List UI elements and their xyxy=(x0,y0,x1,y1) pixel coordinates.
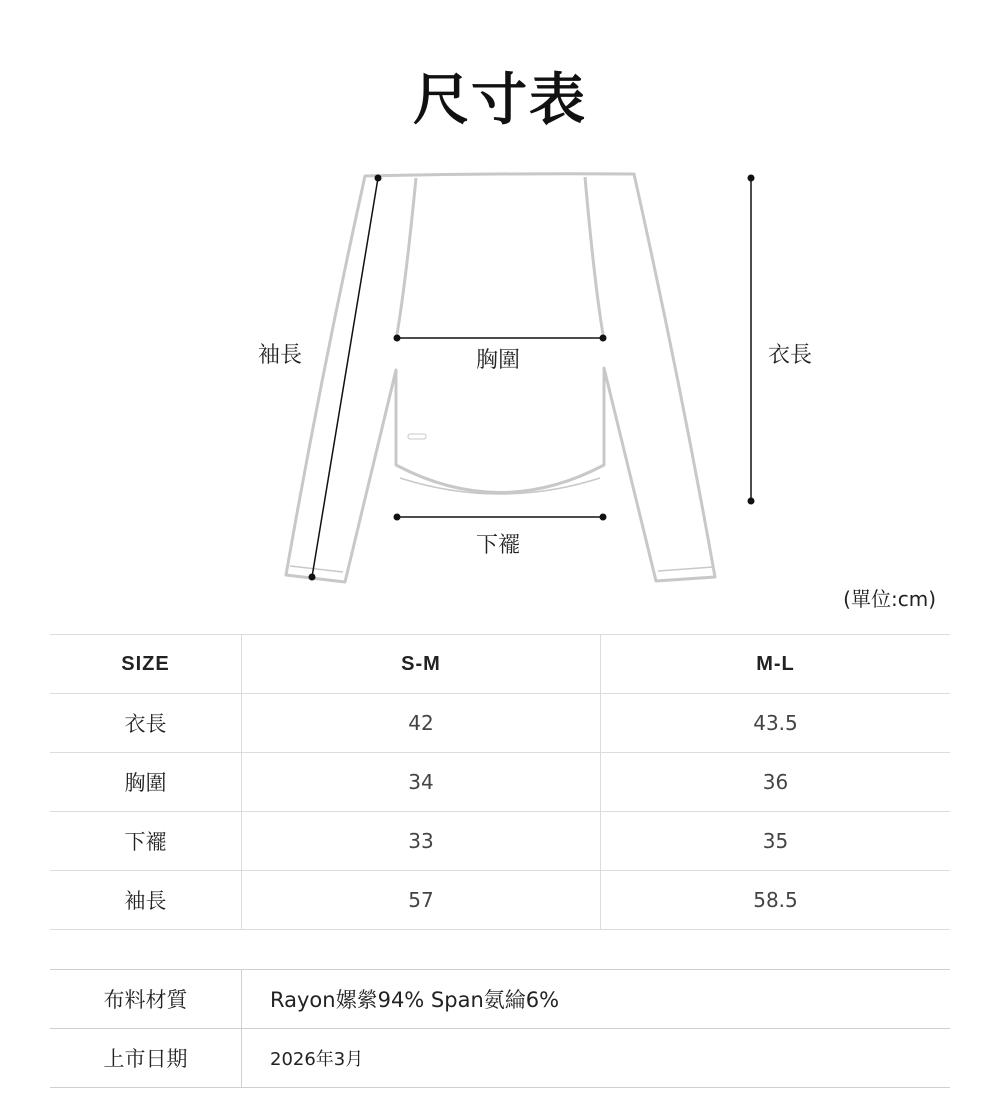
measure-hem xyxy=(394,514,607,521)
table-row xyxy=(50,812,950,871)
length-label: 衣長 xyxy=(768,343,813,368)
info-row-release-date xyxy=(50,1029,950,1088)
sleeve-label: 袖長 xyxy=(258,343,303,368)
info-row-material xyxy=(50,970,950,1029)
table-header-row xyxy=(50,635,950,694)
row-label: 下襬 xyxy=(50,812,242,871)
page-title: 尺寸表 xyxy=(413,68,587,133)
measure-chest xyxy=(394,335,607,342)
cell-value: 42 xyxy=(242,694,601,753)
hem-label: 下襬 xyxy=(476,533,521,558)
release-date-value: 2026年3月 xyxy=(242,1029,951,1088)
chest-label: 胸圍 xyxy=(476,348,521,373)
size-table xyxy=(50,634,950,930)
table-row xyxy=(50,753,950,812)
measure-sleeve xyxy=(309,175,382,581)
measure-length xyxy=(748,175,755,505)
header-ml: M-L xyxy=(601,635,951,694)
material-value: Rayon嫘縈94% Span氨綸6% xyxy=(242,970,951,1029)
cell-value: 35 xyxy=(601,812,951,871)
garment-outline xyxy=(286,174,715,582)
cell-value: 33 xyxy=(242,812,601,871)
row-label: 衣長 xyxy=(50,694,242,753)
cell-value: 58.5 xyxy=(601,871,951,930)
header-size: SIZE xyxy=(50,635,242,694)
cell-value: 43.5 xyxy=(601,694,951,753)
table-row xyxy=(50,694,950,753)
info-table xyxy=(50,969,950,1088)
unit-note: (單位:cm) xyxy=(843,587,936,611)
release-date-label: 上市日期 xyxy=(50,1029,242,1088)
cell-value: 57 xyxy=(242,871,601,930)
cell-value: 36 xyxy=(601,753,951,812)
header-sm: S-M xyxy=(242,635,601,694)
row-label: 袖長 xyxy=(50,871,242,930)
cell-value: 34 xyxy=(242,753,601,812)
table-row xyxy=(50,871,950,930)
material-label: 布料材質 xyxy=(50,970,242,1029)
row-label: 胸圍 xyxy=(50,753,242,812)
